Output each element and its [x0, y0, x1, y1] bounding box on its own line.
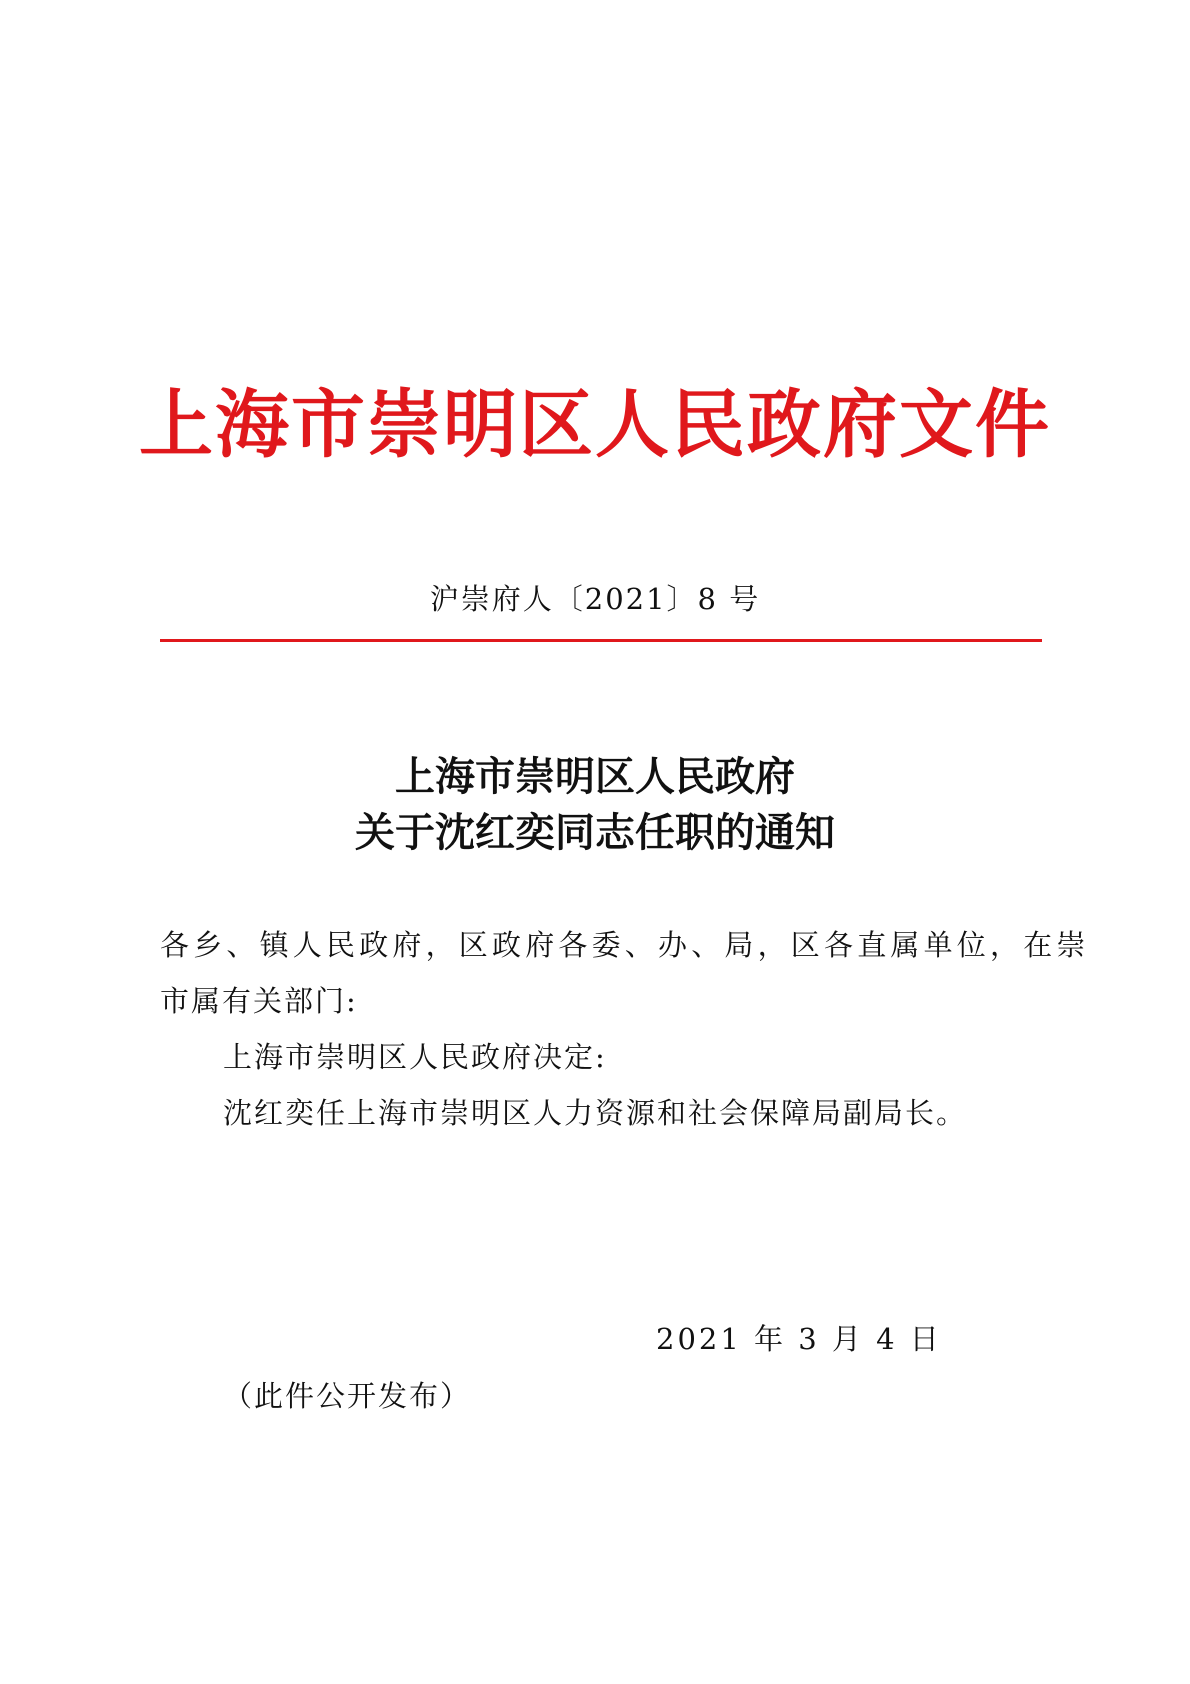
- addressee-line-2: 市属有关部门:: [160, 984, 358, 1018]
- body-paragraph-decision: 上海市崇明区人民政府决定:: [223, 1040, 607, 1074]
- document-number: 沪崇府人〔2021〕8 号: [429, 582, 761, 616]
- issue-date: 2021 年 3 月 4 日: [656, 1322, 942, 1356]
- body-paragraph-appointment: 沈红奕任上海市崇明区人力资源和社会保障局副局长。: [223, 1096, 968, 1130]
- red-divider-line: [160, 639, 1042, 642]
- document-title-line-2: 关于沈红奕同志任职的通知: [355, 809, 835, 856]
- document-title-line-1: 上海市崇明区人民政府: [395, 753, 795, 800]
- addressee-line-1: 各乡、镇人民政府，区政府各委、办、局，区各直属单位，在崇: [160, 928, 1090, 962]
- disclosure-note: （此件公开发布）: [223, 1379, 472, 1413]
- document-masthead: 上海市崇明区人民政府文件: [139, 382, 1051, 468]
